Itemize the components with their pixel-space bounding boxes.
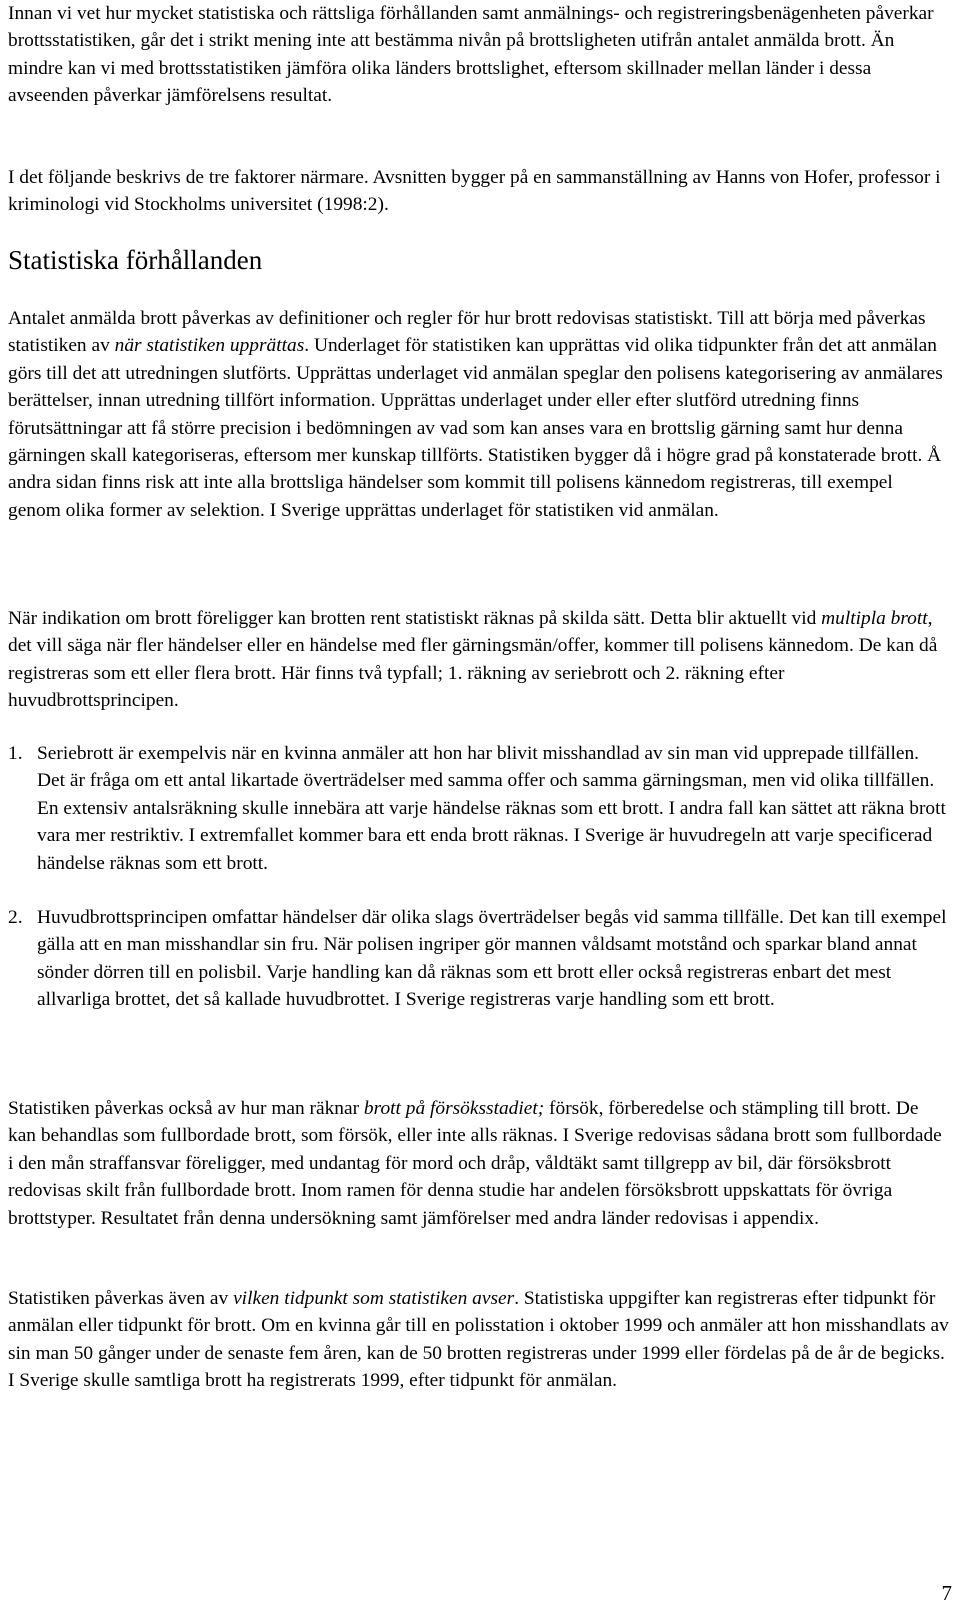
multiple-crimes-emphasis: multipla brott [821, 608, 928, 629]
page-number: 7 [941, 1581, 952, 1605]
time-reference-text-a: Statistiken påverkas även av [8, 1288, 234, 1309]
time-reference-paragraph [8, 1285, 950, 1395]
definition-text-b: . Underlaget för statistiken kan upprättas vid olika tidpunkter från det att anmälan görs till det att utredningen slutförts. Upprättas underlaget vid anmälan speglar den polisens kategorisering av anmälares berättelser, innan utredning tillfört information. Upprättas underlaget under eller efter slutförd utredning finns förutsättningar att få större precision i bedömningen av vad som kan anses vara en brottslig gärning samt hur denna gärningen skall kategoriseras, eftersom mer kunskap tillförts. Statistiken bygger då i högre grad på konstaterade brott. Å andra sidan finns risk att inte alla brottsliga händelser som kommit till polisens kännedom registreras, till exempel genom olika former av selektion. I Sverige upprättas underlaget för statistiken vid anmälan. [8, 335, 943, 521]
list-item-text: Seriebrott är exempelvis när en kvinna anmäler att hon har blivit misshandlad av sin man vid upprepade tillfällen. Det är fråga om ett antal likartade överträdelser med samma offer och samma gärningsman, men vid olika tillfällen. En extensiv antalsräkning skulle innebära att varje händelse räknas som ett brott. I andra fall kan sättet att räkna brott vara mer restriktiv. I extremfallet kommer bara ett enda brott räknas. I Sverige är huvudregeln att varje specificerad händelse räknas som ett brott. [37, 743, 946, 874]
section-heading: Statistiska förhållanden [8, 245, 263, 275]
counting-cases-list [8, 740, 950, 1014]
time-reference-text-b: . Statistiska uppgifter kan registreras efter tidpunkt för anmälan eller tidpunkt för brott. Om en kvinna går till en polisstation i oktober 1999 och anmäler att hon misshandlats av sin man 50 gånger under de senaste fem åren, kan de 50 brotten registreras under 1999 eller fördelas på de år de begicks. I Sverige skulle samtliga brott ha registrerats 1999, efter tidpunkt för anmälan. [8, 1288, 949, 1392]
definition-paragraph [8, 305, 950, 524]
time-reference-emphasis: vilken tidpunkt som statistiken avser [233, 1288, 515, 1309]
intro-paragraph-1: Innan vi vet hur mycket statistiska och rättsliga förhållanden samt anmälnings- och registreringsbenägenheten påverkar brottsstatistiken, går det i strikt mening inte att bestämma nivån på brottsligheten utifrån antalet anmälda brott. Än mindre kan vi med brottsstatistiken jämföra olika länders brottslighet, eftersom skillnader mellan länder i dessa avseenden påverkar jämförelsens resultat. [8, 3, 934, 107]
list-item [8, 904, 950, 1014]
attempted-crimes-paragraph [8, 1095, 950, 1232]
multiple-crimes-text-a: När indikation om brott föreligger kan brotten rent statistiskt räknas på skilda sätt. Detta blir aktuellt vid [8, 608, 822, 629]
attempted-crimes-text-a: Statistiken påverkas också av hur man räknar [8, 1098, 364, 1119]
definition-text-a: Antalet anmälda brott påverkas av definitioner och regler för hur brott redovisas statistiskt. Till att börja med påverkas statistiken av [8, 308, 926, 357]
intro-paragraph-2: I det följande beskrivs de tre faktorer närmare. Avsnitten bygger på en sammanställning av Hanns von Hofer, professor i kriminologi vid Stockholms universitet (1998:2). [8, 167, 941, 216]
attempted-crimes-text-b: försök, förberedelse och stämpling till brott. De kan behandlas som fullbordade brott, som försök, eller inte alls räknas. I Sverige redovisas sådana brott som fullbordade i den mån straffansvar föreligger, med undantag för mord och dråp, våldtäkt samt tillgrepp av bil, där försöksbrott redovisas skilt från fullbordade brott. Inom ramen för denna studie har andelen försöksbrott uppskattats för övriga brottstyper. Resultatet från denna undersökning samt jämförelser med andra länder redovisas i appendix. [8, 1098, 942, 1229]
attempted-crimes-emphasis: brott på försöksstadiet; [363, 1098, 545, 1119]
list-item-text: Huvudbrottsprincipen omfattar händelser där olika slags överträdelser begås vid samma tillfälle. Det kan till exempel gälla att en man misshandlar sin fru. När polisen ingriper gör mannen våldsamt motstånd och sparkar bland annat sönder dörren till en polisbil. Varje handling kan då räknas som ett brott eller också registreras enbart det mest allvarliga brottet, det så kallade huvudbrottet. I Sverige registreras varje handling som ett brott. [37, 907, 947, 1011]
list-item-number: 2. [8, 907, 23, 929]
definition-emphasis: när statistiken upprättas [114, 335, 305, 357]
list-item-number: 1. [8, 743, 23, 764]
multiple-crimes-text-b: , det vill säga när fler händelser eller en händelse med fler gärningsmän/offer, kommer till polisens kännedom. De kan då registreras som ett eller flera brott. Här finns två typfall; 1. räkning av seriebrott och 2. räkning efter huvudbrottsprincipen. [8, 608, 938, 712]
multiple-crimes-paragraph [8, 605, 950, 715]
list-item [8, 740, 950, 877]
